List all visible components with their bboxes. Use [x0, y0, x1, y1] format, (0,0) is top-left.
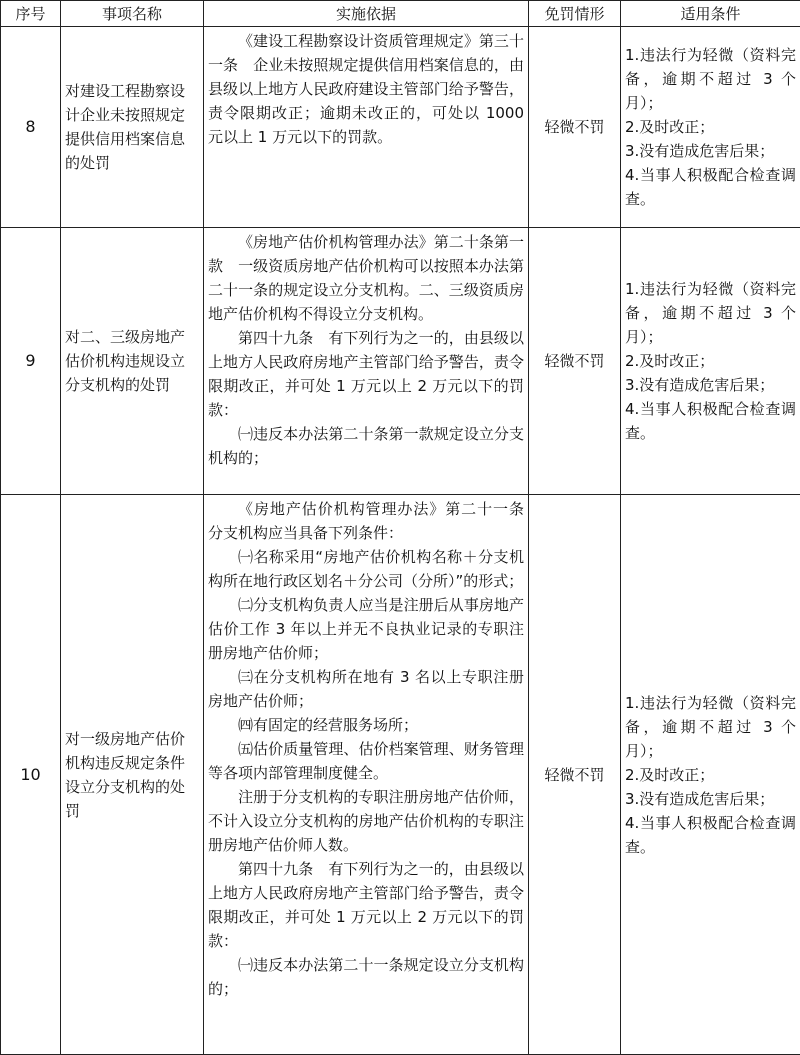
condition-item: 2.及时改正；	[625, 349, 796, 373]
row-exemption: 轻微不罚	[529, 27, 621, 228]
row-serial: 8	[1, 27, 61, 228]
row-serial: 9	[1, 228, 61, 495]
row-basis	[204, 495, 529, 1055]
table-row	[1, 27, 800, 228]
basis-paragraph: 《房地产估价机构管理办法》第二十条第一款 一级资质房地产估价机构可以按照本办法第二十一条的规定设立分支机构。二、三级资质房地产估价机构不得设立分支机构。	[208, 230, 524, 326]
row-basis	[204, 27, 529, 228]
condition-item: 1.违法行为轻微（资料完备，逾期不超过 3 个月）；	[625, 277, 796, 349]
header-exemption: 免罚情形	[529, 1, 621, 27]
condition-item: 4.当事人积极配合检查调查。	[625, 811, 796, 859]
header-item-name: 事项名称	[61, 1, 204, 27]
row-exemption: 轻微不罚	[529, 228, 621, 495]
basis-paragraph: ㈢在分支机构所在地有 3 名以上专职注册房地产估价师；	[208, 665, 524, 713]
basis-paragraph: ㈡分支机构负责人应当是注册后从事房地产估价工作 3 年以上并无不良执业记录的专职注册房地产估价师；	[208, 593, 524, 665]
row-serial: 10	[1, 495, 61, 1055]
table-row	[1, 495, 800, 1055]
condition-item: 4.当事人积极配合检查调查。	[625, 397, 796, 445]
condition-item: 1.违法行为轻微（资料完备，逾期不超过 3 个月）；	[625, 43, 796, 115]
basis-paragraph: ㈤估价质量管理、估价档案管理、财务管理等各项内部管理制度健全。	[208, 737, 524, 785]
header-conditions: 适用条件	[621, 1, 800, 27]
row-item-name: 对一级房地产估价机构违反规定条件设立分支机构的处罚	[61, 495, 204, 1055]
condition-item: 3.没有造成危害后果；	[625, 787, 796, 811]
table-header-row	[1, 1, 800, 27]
row-conditions	[621, 27, 800, 228]
condition-item: 1.违法行为轻微（资料完备，逾期不超过 3 个月）；	[625, 691, 796, 763]
basis-paragraph: 《房地产估价机构管理办法》第二十一条 分支机构应当具备下列条件：	[208, 497, 524, 545]
row-exemption: 轻微不罚	[529, 495, 621, 1055]
condition-item: 3.没有造成危害后果；	[625, 373, 796, 397]
row-basis	[204, 228, 529, 495]
basis-paragraph: 第四十九条 有下列行为之一的，由县级以上地方人民政府房地产主管部门给予警告，责令限期改正，并可处 1 万元以上 2 万元以下的罚款：	[208, 326, 524, 422]
basis-paragraph: ㈠违反本办法第二十一条规定设立分支机构的；	[208, 953, 524, 1001]
header-serial: 序号	[1, 1, 61, 27]
header-basis: 实施依据	[204, 1, 529, 27]
basis-paragraph: 注册于分支机构的专职注册房地产估价师，不计入设立分支机构的房地产估价机构的专职注册房地产估价师人数。	[208, 785, 524, 857]
row-conditions	[621, 495, 800, 1055]
basis-paragraph: 《建设工程勘察设计资质管理规定》第三十一条 企业未按照规定提供信用档案信息的，由县级以上地方人民政府建设主管部门给予警告，责令限期改正；逾期未改正的，可处以 1000 元以上 1 万元以下的罚款。	[208, 29, 524, 149]
condition-item: 2.及时改正；	[625, 115, 796, 139]
condition-item: 3.没有造成危害后果；	[625, 139, 796, 163]
row-item-name: 对二、三级房地产估价机构违规设立分支机构的处罚	[61, 228, 204, 495]
row-conditions	[621, 228, 800, 495]
row-item-name: 对建设工程勘察设计企业未按照规定提供信用档案信息的处罚	[61, 27, 204, 228]
condition-item: 2.及时改正；	[625, 763, 796, 787]
condition-item: 4.当事人积极配合检查调查。	[625, 163, 796, 211]
table-row	[1, 228, 800, 495]
basis-paragraph: ㈣有固定的经营服务场所；	[208, 713, 524, 737]
basis-paragraph: ㈠名称采用“房地产估价机构名称＋分支机构所在地行政区划名＋分公司（分所）”的形式；	[208, 545, 524, 593]
basis-paragraph: ㈠违反本办法第二十条第一款规定设立分支机构的；	[208, 422, 524, 470]
basis-paragraph: 第四十九条 有下列行为之一的，由县级以上地方人民政府房地产主管部门给予警告，责令限期改正，并可处 1 万元以上 2 万元以下的罚款：	[208, 857, 524, 953]
